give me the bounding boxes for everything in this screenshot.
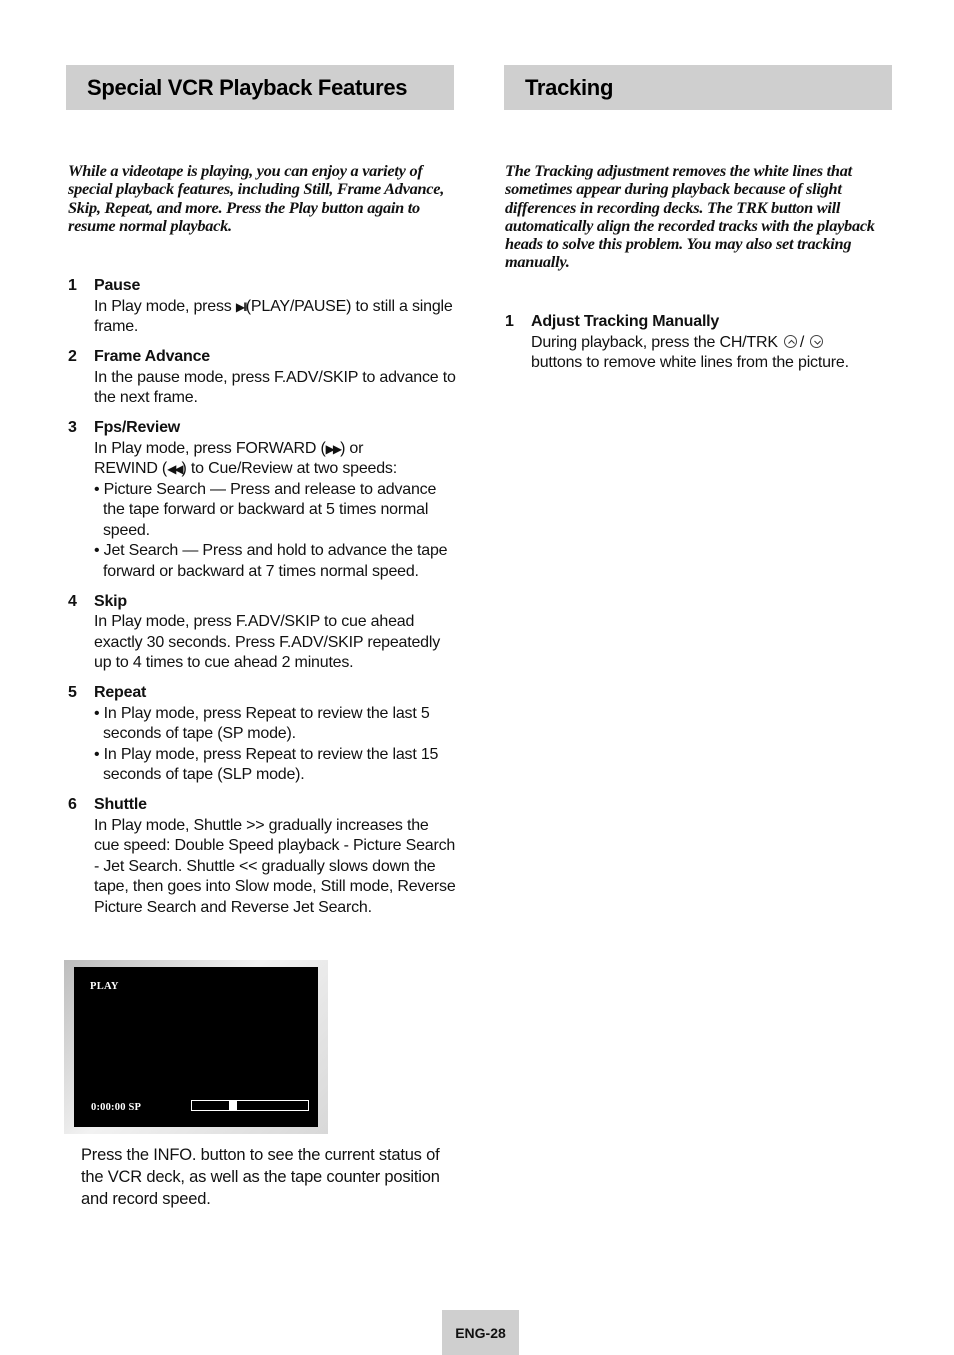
separator-text: / — [799, 333, 805, 351]
fast-forward-icon: ▶▶ — [325, 441, 341, 456]
list-item-repeat — [68, 683, 458, 786]
list-item-fps-review — [68, 418, 458, 582]
desc-text: ) or — [340, 439, 364, 457]
item-title: Fps/Review — [94, 419, 181, 436]
item-number: 5 — [68, 684, 77, 701]
desc-text: (PLAY/PAUSE) to still a single frame. — [94, 297, 453, 335]
tv-screen-illustration — [64, 960, 328, 1134]
list-item-adjust-tracking — [505, 312, 890, 374]
item-description: In the pause mode, press F.ADV/SKIP to advance to the next frame. — [94, 368, 456, 406]
item-title: Skip — [94, 592, 127, 610]
desc-text: REWIND ( — [94, 460, 168, 477]
rewind-icon: ◀◀ — [167, 462, 182, 476]
intro-paragraph: While a videotape is playing, you can enjoy a variety of special playback features, including Still, Frame Advance, Skip, Repeat, and more. Press the Play button again to resume normal playback. — [68, 161, 445, 235]
feature-list — [68, 276, 458, 928]
item-description — [531, 333, 890, 374]
osd-tape-position-marker — [229, 1101, 237, 1110]
page-number: ENG-28 — [442, 1310, 519, 1355]
info-caption: Press the INFO. button to see the current status of the VCR deck, as well as the tape counter position and record speed. — [81, 1146, 440, 1208]
list-item-pause — [68, 276, 458, 338]
item-number: 4 — [68, 592, 77, 610]
bullet-picture-search: • Picture Search — Press and release to advance the tape forward or backward at 5 times normal speed. — [94, 480, 437, 539]
item-description: In Play mode, press F.ADV/SKIP to cue ahead exactly 30 seconds. Press F.ADV/SKIP repeatedly up to 4 times to cue ahead 2 minutes. — [94, 613, 441, 671]
item-number: 2 — [68, 348, 77, 365]
osd-status: PLAY — [90, 981, 119, 992]
bullet-repeat-slp: • In Play mode, press Repeat to review the last 15 seconds of tape (SLP mode). — [94, 745, 439, 783]
play-pause-icon: ▶II — [235, 299, 246, 314]
desc-text: In Play mode, press — [94, 297, 236, 315]
item-number: 3 — [68, 419, 77, 436]
item-number: 1 — [505, 313, 514, 330]
tracking-list — [505, 312, 890, 383]
list-item-shuttle — [68, 795, 458, 918]
osd-tape-position-bar — [191, 1100, 309, 1111]
osd-tape-counter: 0:00:00 SP — [91, 1102, 142, 1113]
item-number: 1 — [68, 277, 77, 294]
item-title: Pause — [94, 277, 141, 294]
list-item-frame-advance — [68, 347, 458, 409]
item-title: Repeat — [94, 684, 147, 701]
section-title: Special VCR Playback Features — [87, 74, 408, 100]
section-header-special-playback — [66, 65, 454, 110]
bullet-jet-search: • Jet Search — Press and hold to advance the tape forward or backward at 7 times normal speed. — [94, 542, 448, 580]
tv-screen — [74, 967, 318, 1127]
item-number: 6 — [68, 796, 77, 813]
bullet-repeat-sp: • In Play mode, press Repeat to review the last 5 seconds of tape (SP mode). — [94, 704, 430, 742]
item-description: In Play mode, Shuttle >> gradually increases the cue speed: Double Speed playback - Picture Search - Jet Search. Shuttle << gradually slows down the tape, then goes into Slow mode, Still mode, Reverse Picture Search and Reverse Jet Search. — [94, 816, 456, 916]
item-description — [94, 439, 458, 480]
item-title: Shuttle — [94, 796, 147, 813]
channel-down-icon — [810, 335, 823, 348]
section-header-tracking — [504, 65, 892, 110]
desc-text: ) to Cue/Review at two speeds: — [181, 460, 397, 477]
desc-text: In Play mode, press FORWARD ( — [94, 439, 326, 457]
desc-text: During playback, press the CH/TRK — [531, 333, 778, 351]
desc-text: buttons to remove white lines from the picture. — [531, 354, 849, 371]
channel-up-icon — [784, 335, 797, 348]
list-item-skip — [68, 592, 458, 674]
intro-paragraph: The Tracking adjustment removes the white lines that sometimes appear during playback because of slight differences in recording decks. The TRK button will automatically align the recorded tracks with the playback heads to solve this problem. You may also set tracking manually. — [505, 161, 875, 272]
item-title: Adjust Tracking Manually — [531, 313, 720, 330]
section-title: Tracking — [525, 74, 614, 100]
item-title: Frame Advance — [94, 348, 210, 365]
item-description — [94, 297, 458, 338]
